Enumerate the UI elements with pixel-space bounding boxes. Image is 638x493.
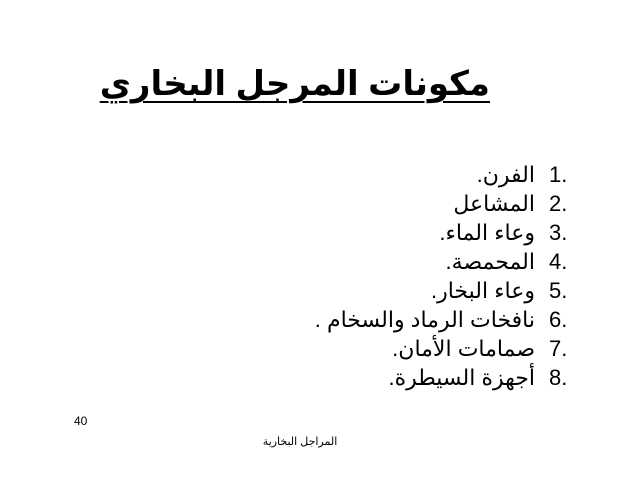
slide-title: مكونات المرجل البخاري (99, 65, 490, 103)
list-item-number: 5. (549, 278, 568, 303)
footer-text: المراجل البخارية (262, 436, 338, 448)
list-item-number: 4. (549, 249, 568, 274)
list-item (283, 160, 583, 189)
list-item-number: 8. (549, 365, 568, 390)
list-item (283, 334, 583, 363)
list-item-number: 7. (549, 336, 568, 361)
list-item (283, 247, 583, 276)
list-item (283, 276, 583, 305)
page-number: 40 (74, 414, 88, 428)
list-item-text: المشاعل (453, 191, 535, 216)
list-item (283, 363, 583, 392)
list-item-text: الفرن. (476, 162, 535, 187)
list-item-number: 6. (549, 307, 568, 332)
list-item-text: نافخات الرماد والسخام . (314, 307, 535, 332)
components-list (283, 160, 583, 392)
list-item-text: وعاء البخار. (430, 278, 535, 303)
list-item-text: أجهزة السيطرة. (388, 365, 535, 390)
list-item-number: 1. (549, 162, 568, 187)
list-item (283, 218, 583, 247)
list-item-number: 3. (549, 220, 568, 245)
list-item (283, 189, 583, 218)
list-item-text: وعاء الماء. (439, 220, 535, 245)
list-item (283, 305, 583, 334)
list-item-text: المحمصة. (445, 249, 535, 274)
list-item-number: 2. (549, 191, 568, 216)
list-item-text: صمامات الأمان. (392, 336, 535, 361)
